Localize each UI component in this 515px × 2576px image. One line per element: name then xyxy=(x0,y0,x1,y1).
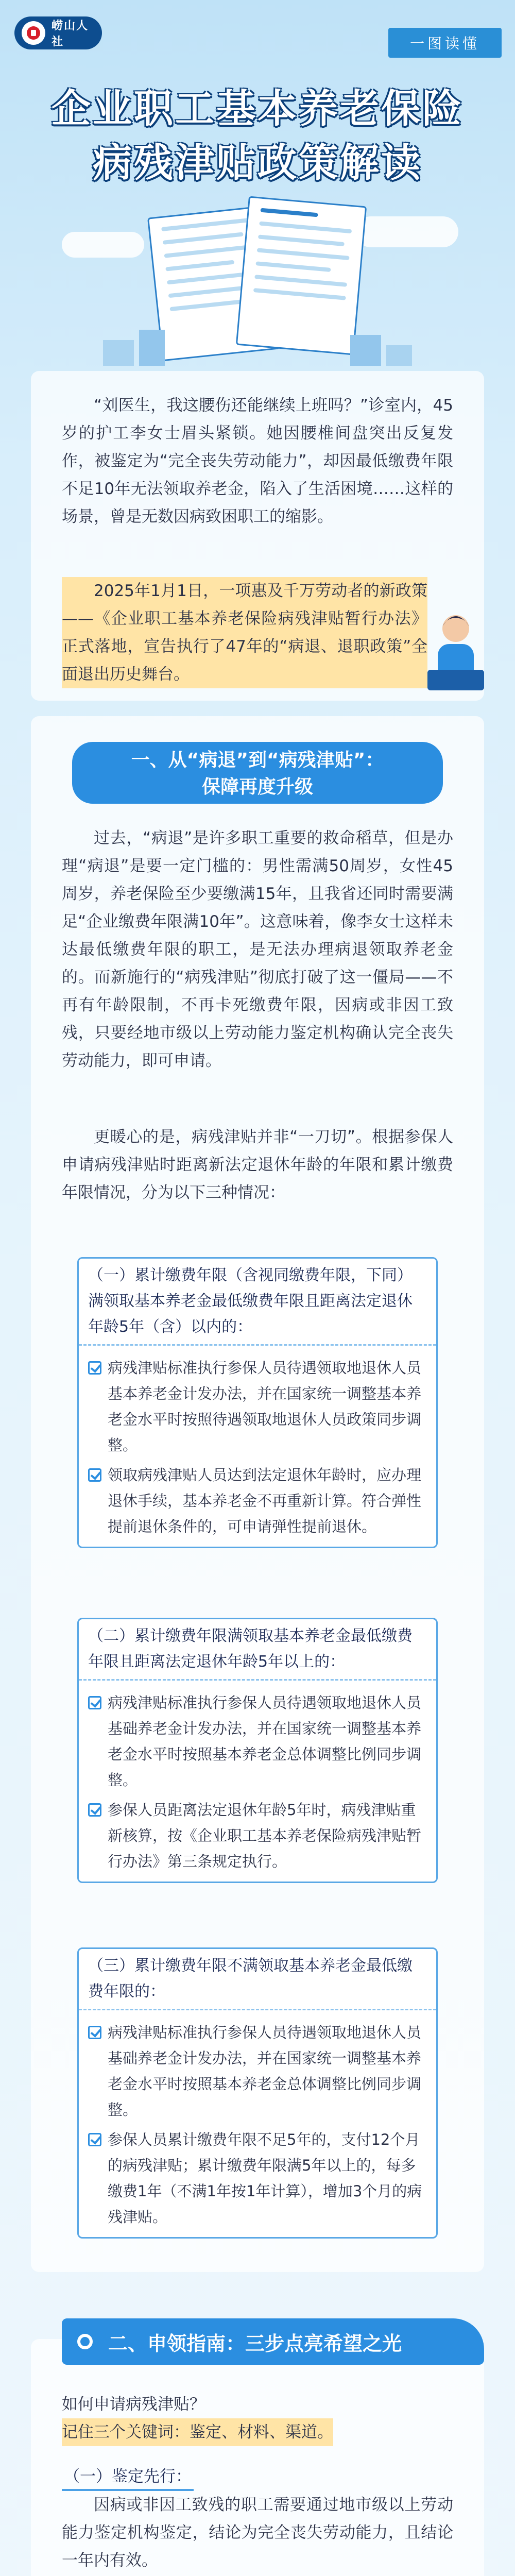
case1-item: 病残津贴标准执行参保人员待遇领取地退休人员基本养老金计发办法，并在国家统一调整基本养老金水平时按照待遇领取地退休人员政策同步调整。 xyxy=(88,1355,427,1458)
case1-item: 领取病残津贴人员达到法定退休年龄时，应办理退休手续，基本养老金不再重新计算。符合弹性提前退休条件的，可申请弹性提前退休。 xyxy=(88,1462,427,1539)
case2-item: 参保人员距离法定退休年龄5年时，病残津贴重新核算，按《企业职工基本养老保险病残津贴暂行办法》第三条规定执行。 xyxy=(88,1797,427,1874)
section1-heading-line1: 一、从“病退”到“病残津贴”： xyxy=(131,750,384,771)
case3-item: 病残津贴标准执行参保人员待遇领取地退休人员基础养老金计发办法，并在国家统一调整基本养老金水平时按照基本养老金总体调整比例同步调整。 xyxy=(88,2020,427,2123)
case2-head: （二）累计缴费年限满领取基本养老金最低缴费年限且距离法定退休年龄5年以上的： xyxy=(79,1619,436,1681)
check-icon xyxy=(88,2133,101,2146)
check-icon xyxy=(88,1361,101,1375)
intro-paragraph: “刘医生，我这腰伤还能继续上班吗？”诊室内，45岁的护工李女士眉头紧锁。她因腰椎间盘突出反复发作，被鉴定为“完全丧失劳动能力”，却因最低缴费年限不足10年无法领取养老金，陷入了生活困境……这样的场景，曾是无数因病致困职工的缩影。 xyxy=(62,396,453,526)
step1-text: 因病或非因工致残的职工需要通过地市级以上劳动能力鉴定机构鉴定，结论为完全丧失劳动能力，且结论一年内有效。 xyxy=(62,2496,453,2570)
logo xyxy=(14,16,102,49)
check-icon xyxy=(88,2026,101,2039)
check-icon xyxy=(88,1803,101,1817)
step1 xyxy=(0,2463,515,2574)
case1-head: （一）累计缴费年限（含视同缴费年限，下同）满领取基本养老金最低缴费年限且距离法定退休年龄5年（含）以内的： xyxy=(79,1259,436,1346)
section2-question xyxy=(0,2391,515,2446)
case3-item: 参保人员累计缴费年限不足5年的，支付12个月的病残津贴；累计缴费年限满5年以上的，每多缴费1年（不满1年按1年计算），增加3个月的病残津贴。 xyxy=(88,2127,427,2230)
infographic-tag: 一图读懂 xyxy=(388,28,502,58)
check-icon xyxy=(88,1696,101,1709)
keywords-text: 记住三个关键词：鉴定、材料、渠道。 xyxy=(62,2418,333,2446)
page-title-line2: 病残津贴政策解读 xyxy=(93,140,422,185)
cloud-icon xyxy=(355,216,458,247)
cloud-icon xyxy=(62,232,144,258)
check-icon xyxy=(88,1468,101,1482)
section1-intro xyxy=(0,824,515,1075)
section1-paragraph2: 更暖心的是，病残津贴并非“一刀切”。根据参保人申请病残津贴时距离新法定退休年龄的年限和累计缴费年限情况，分为以下三种情况： xyxy=(62,1128,453,1202)
building-silhouette-icon xyxy=(103,319,412,366)
section1-intro2 xyxy=(0,1123,515,1207)
bullet-icon xyxy=(77,2334,93,2349)
intro-paragraph-highlight: 2025年1月1日，一项惠及千万劳动者的新政策——《企业职工基本养老保险病残津贴暂行办法》正式落地，宣告执行了47年的“病退、退职政策”全面退出历史舞台。 xyxy=(62,577,427,688)
case1-box xyxy=(77,1257,438,1548)
logo-icon xyxy=(22,21,45,45)
person-illustration-icon xyxy=(422,608,489,696)
section1-heading xyxy=(72,742,443,804)
question-text: 如何申请病残津贴？ xyxy=(62,2395,205,2414)
case3-head: （三）累计缴费年限不满领取基本养老金最低缴费年限的： xyxy=(79,1949,436,2010)
hero-illustration xyxy=(0,196,515,366)
section1-paragraph: 过去，“病退”是许多职工重要的救命稻草，但是办理“病退”是要一定门槛的：男性需满50周岁，女性45周岁，养老保险至少要缴满15年，且我省还同时需要满足“企业缴费年限满10年”。这意味着，像李女士这样未达最低缴费年限的职工，是无法办理病退领取养老金的。而新施行的“病残津贴”彻底打破了这一僵局——不再有年龄限制，不再卡死缴费年限，因病或非因工致残，只要经地市级以上劳动能力鉴定机构确认完全丧失劳动能力，即可申请。 xyxy=(62,829,453,1070)
section1-heading-line2: 保障再度升级 xyxy=(201,776,313,798)
page-title-line1: 企业职工基本养老保险 xyxy=(52,86,464,131)
section2-heading: 二、申领指南：三步点亮希望之光 xyxy=(62,2318,484,2365)
case2-box xyxy=(77,1618,438,1883)
case2-item: 病残津贴标准执行参保人员待遇领取地退休人员基础养老金计发办法，并在国家统一调整基本养老金水平时按照基本养老金总体调整比例同步调整。 xyxy=(88,1690,427,1793)
intro-text xyxy=(0,392,515,531)
step1-label: （一）鉴定先行： xyxy=(62,2464,194,2491)
case3-box xyxy=(77,1947,438,2239)
logo-text: 崂山人社 xyxy=(52,20,89,48)
